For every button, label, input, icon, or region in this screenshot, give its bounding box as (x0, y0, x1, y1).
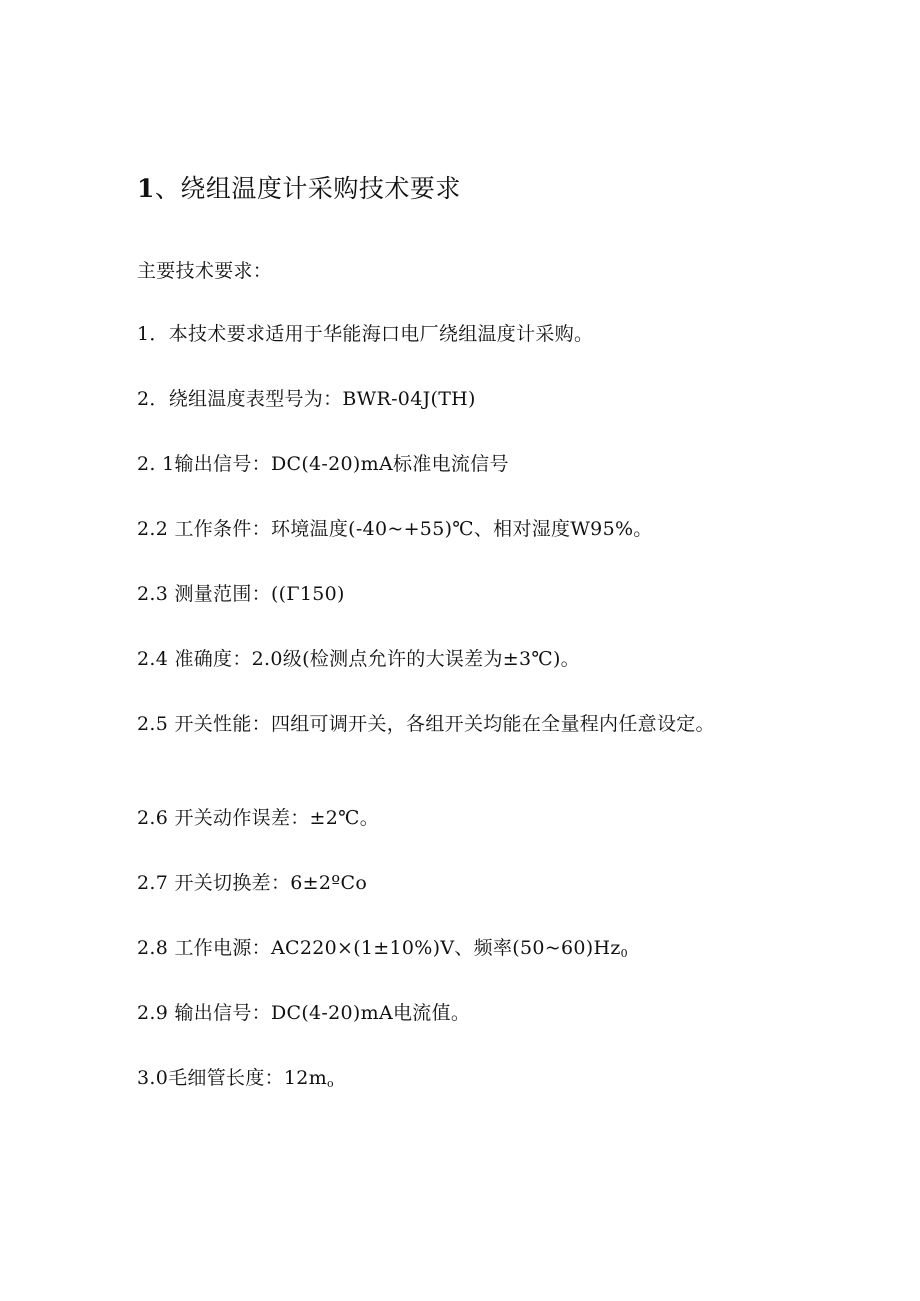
requirement-item-2: 2．绕组温度表型号为：BWR-04J(TH) (137, 388, 476, 410)
requirement-item-2-6: 2.6 开关动作误差：±2℃。 (137, 807, 380, 829)
requirement-item-2-5: 2.5 开关性能：四组可调开关，各组开关均能在全量程内任意设定。 (137, 713, 715, 735)
requirement-item-2-8-text: 2.8 工作电源：AC220×(1±10%)V、频率(50~60)Hz (137, 937, 621, 959)
requirement-item-2-4: 2.4 准确度：2.0级(检测点允许的大误差为±3℃)。 (137, 648, 580, 670)
requirement-item-2-3: 2.3 测量范围：((Γ150) (137, 583, 345, 605)
requirement-item-3-0-text: 3.0毛细管长度：12m (137, 1067, 328, 1089)
requirement-item-2-8 (137, 933, 628, 969)
requirement-item-2-1: 2. 1输出信号：DC(4-20)mA标准电流信号 (137, 453, 509, 475)
requirement-item-1: 1．本技术要求适用于华能海口电厂绕组温度计采购。 (137, 323, 594, 345)
title-number: 1 (137, 174, 155, 203)
requirement-item-3-0-suffix: o (327, 1077, 334, 1090)
requirement-item-2-7: 2.7 开关切换差：6±2ºCo (137, 872, 368, 894)
requirement-item-3-0 (137, 1063, 334, 1099)
document-title (137, 172, 461, 206)
title-text: 、绕组温度计采购技术要求 (154, 174, 461, 203)
requirement-item-2-9: 2.9 输出信号：DC(4-20)mA电流值。 (137, 1002, 471, 1024)
section-heading: 主要技术要求： (137, 260, 273, 282)
requirement-item-2-8-suffix: 0 (620, 947, 628, 960)
requirement-item-2-2: 2.2 工作条件：环境温度(-40~+55)℃、相对湿度W95%。 (137, 518, 653, 540)
